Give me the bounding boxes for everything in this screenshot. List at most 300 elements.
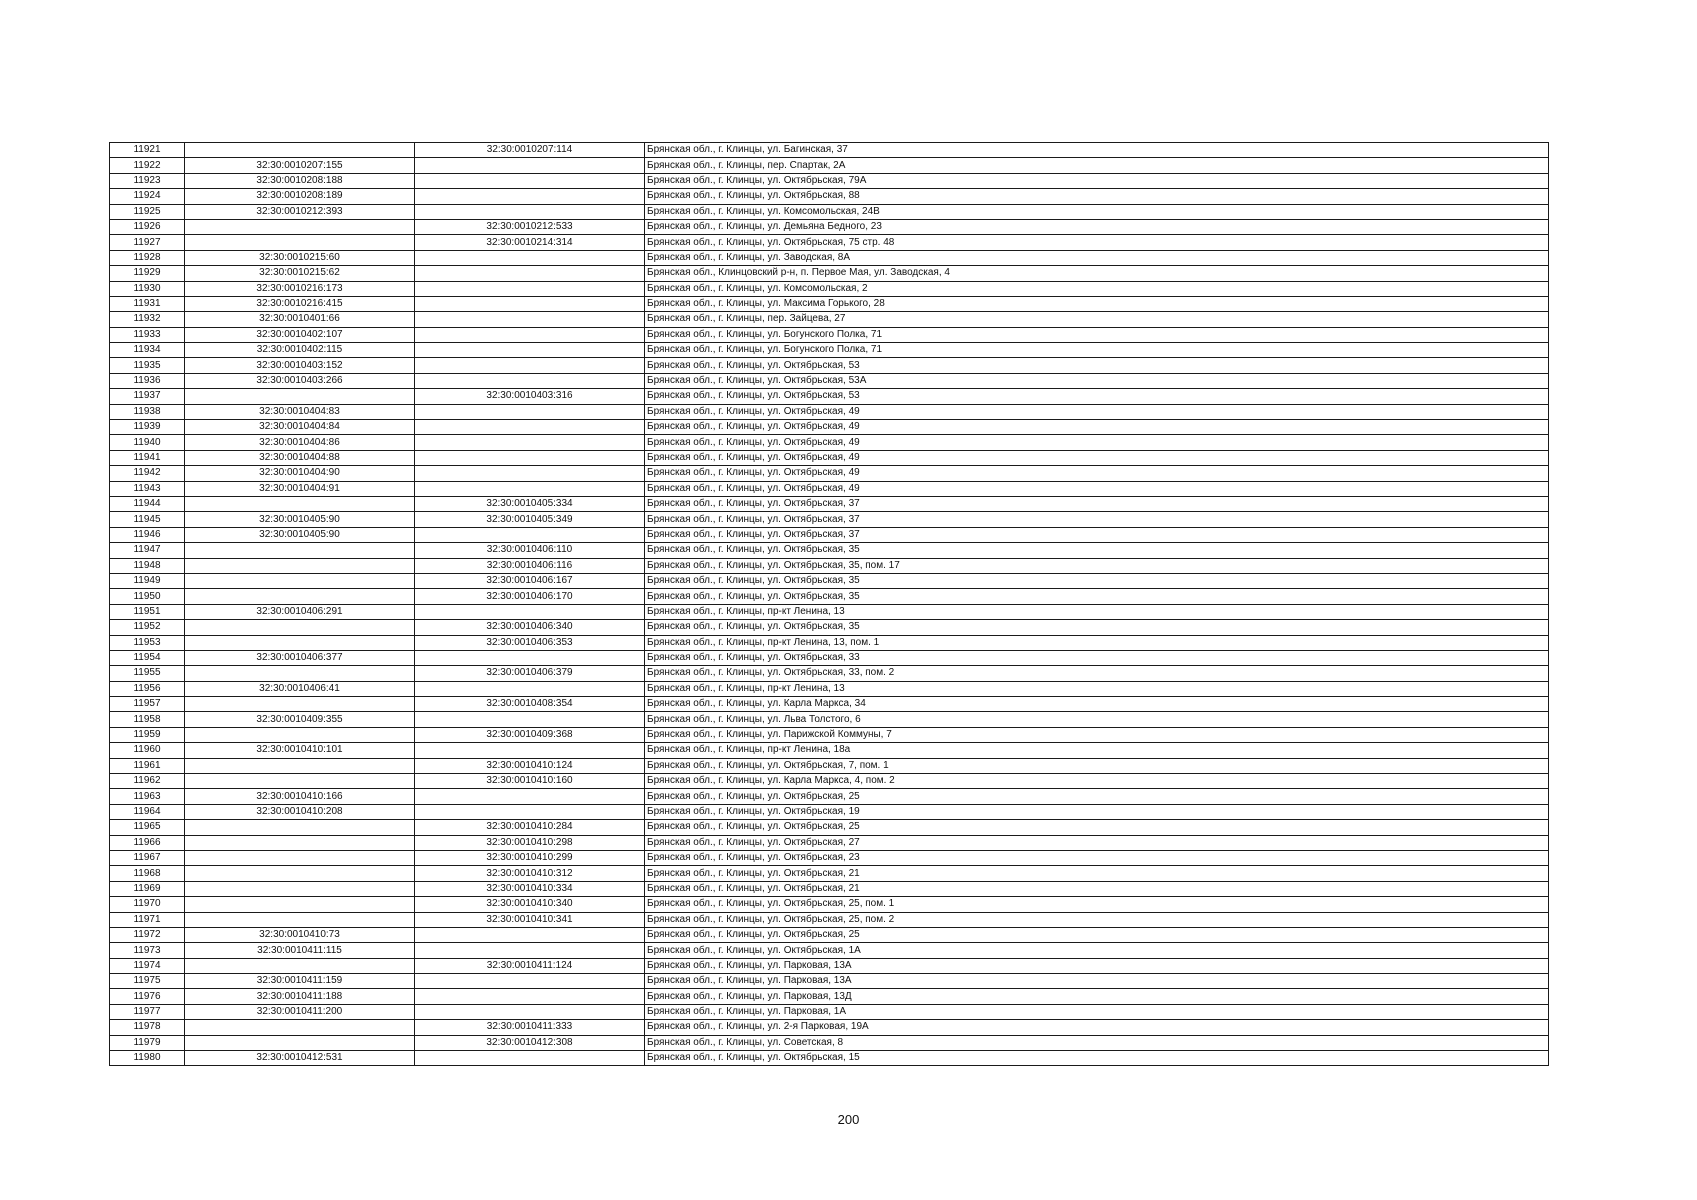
address-cell: Брянская обл., г. Клинцы, ул. Октябрьская, 49 <box>645 404 1549 419</box>
related-cadastral-number-cell <box>415 358 645 373</box>
cadastral-number-cell <box>185 496 415 511</box>
cadastral-number-cell <box>185 727 415 742</box>
row-number-cell: 11947 <box>110 543 185 558</box>
table-row <box>110 543 1549 558</box>
related-cadastral-number-cell <box>415 681 645 696</box>
row-number-cell: 11944 <box>110 496 185 511</box>
table-row <box>110 666 1549 681</box>
related-cadastral-number-cell <box>415 158 645 173</box>
address-cell: Брянская обл., г. Клинцы, ул. Октябрьская, 35 <box>645 620 1549 635</box>
related-cadastral-number-cell: 32:30:0010406:167 <box>415 573 645 588</box>
row-number-cell: 11972 <box>110 927 185 942</box>
table-row <box>110 481 1549 496</box>
address-cell: Брянская обл., г. Клинцы, ул. Октябрьская, 37 <box>645 496 1549 511</box>
address-cell: Брянская обл., г. Клинцы, ул. Октябрьская, 27 <box>645 835 1549 850</box>
cadastral-number-cell <box>185 881 415 896</box>
address-cell: Брянская обл., г. Клинцы, ул. Октябрьская, 35, пом. 17 <box>645 558 1549 573</box>
table-row <box>110 435 1549 450</box>
address-cell: Брянская обл., г. Клинцы, ул. Октябрьская, 25 <box>645 820 1549 835</box>
row-number-cell: 11954 <box>110 650 185 665</box>
address-cell: Брянская обл., г. Клинцы, ул. Октябрьская, 35 <box>645 573 1549 588</box>
address-cell: Брянская обл., г. Клинцы, ул. Советская, 8 <box>645 1035 1549 1050</box>
address-cell: Брянская обл., г. Клинцы, ул. Октябрьская, 53А <box>645 373 1549 388</box>
related-cadastral-number-cell <box>415 266 645 281</box>
table-row <box>110 281 1549 296</box>
cadastral-number-cell: 32:30:0010411:188 <box>185 989 415 1004</box>
cadastral-number-cell: 32:30:0010404:90 <box>185 466 415 481</box>
related-cadastral-number-cell <box>415 281 645 296</box>
address-cell: Брянская обл., г. Клинцы, ул. Комсомольская, 2 <box>645 281 1549 296</box>
table-row <box>110 804 1549 819</box>
cadastral-number-cell <box>185 866 415 881</box>
related-cadastral-number-cell: 32:30:0010410:298 <box>415 835 645 850</box>
cadastral-number-cell: 32:30:0010412:531 <box>185 1051 415 1066</box>
cadastral-number-cell <box>185 143 415 158</box>
related-cadastral-number-cell <box>415 466 645 481</box>
related-cadastral-number-cell: 32:30:0010207:114 <box>415 143 645 158</box>
row-number-cell: 11931 <box>110 296 185 311</box>
address-cell: Брянская обл., г. Клинцы, ул. Парковая, 1А <box>645 1004 1549 1019</box>
table-row <box>110 589 1549 604</box>
address-cell: Брянская обл., г. Клинцы, ул. Октябрьская, 35 <box>645 589 1549 604</box>
row-number-cell: 11940 <box>110 435 185 450</box>
address-cell: Брянская обл., г. Клинцы, ул. Октябрьская, 21 <box>645 866 1549 881</box>
table-row <box>110 927 1549 942</box>
table-row <box>110 650 1549 665</box>
related-cadastral-number-cell <box>415 927 645 942</box>
table-row <box>110 312 1549 327</box>
cadastral-number-cell <box>185 235 415 250</box>
cadastral-number-cell <box>185 1035 415 1050</box>
cadastral-number-cell: 32:30:0010410:73 <box>185 927 415 942</box>
related-cadastral-number-cell: 32:30:0010409:368 <box>415 727 645 742</box>
row-number-cell: 11926 <box>110 219 185 234</box>
table-row <box>110 235 1549 250</box>
table-row <box>110 881 1549 896</box>
row-number-cell: 11966 <box>110 835 185 850</box>
cadastral-number-cell: 32:30:0010406:41 <box>185 681 415 696</box>
related-cadastral-number-cell <box>415 204 645 219</box>
table-row <box>110 912 1549 927</box>
cadastral-number-cell <box>185 912 415 927</box>
related-cadastral-number-cell: 32:30:0010410:124 <box>415 758 645 773</box>
row-number-cell: 11955 <box>110 666 185 681</box>
cadastral-number-cell: 32:30:0010411:115 <box>185 943 415 958</box>
related-cadastral-number-cell <box>415 743 645 758</box>
cadastral-number-cell: 32:30:0010404:84 <box>185 420 415 435</box>
table-row <box>110 373 1549 388</box>
table-row <box>110 327 1549 342</box>
cadastral-number-cell: 32:30:0010404:83 <box>185 404 415 419</box>
address-cell: Брянская обл., г. Клинцы, ул. Октябрьская, 25, пом. 2 <box>645 912 1549 927</box>
address-cell: Брянская обл., г. Клинцы, ул. Заводская, 8А <box>645 250 1549 265</box>
address-cell: Брянская обл., г. Клинцы, ул. Октябрьская, 23 <box>645 850 1549 865</box>
registry-table <box>109 142 1549 1066</box>
row-number-cell: 11952 <box>110 620 185 635</box>
address-cell: Брянская обл., г. Клинцы, ул. Октябрьская, 35 <box>645 543 1549 558</box>
address-cell: Брянская обл., г. Клинцы, пр-кт Ленина, 13 <box>645 604 1549 619</box>
cadastral-number-cell: 32:30:0010401:66 <box>185 312 415 327</box>
row-number-cell: 11929 <box>110 266 185 281</box>
related-cadastral-number-cell <box>415 435 645 450</box>
row-number-cell: 11949 <box>110 573 185 588</box>
row-number-cell: 11965 <box>110 820 185 835</box>
address-cell: Брянская обл., г. Клинцы, ул. Октябрьская, 75 стр. 48 <box>645 235 1549 250</box>
related-cadastral-number-cell: 32:30:0010411:124 <box>415 958 645 973</box>
table-row <box>110 681 1549 696</box>
related-cadastral-number-cell <box>415 989 645 1004</box>
related-cadastral-number-cell <box>415 250 645 265</box>
table-row <box>110 620 1549 635</box>
row-number-cell: 11950 <box>110 589 185 604</box>
row-number-cell: 11951 <box>110 604 185 619</box>
cadastral-number-cell: 32:30:0010207:155 <box>185 158 415 173</box>
cadastral-number-cell <box>185 635 415 650</box>
related-cadastral-number-cell: 32:30:0010411:333 <box>415 1020 645 1035</box>
table-row <box>110 635 1549 650</box>
table-row <box>110 189 1549 204</box>
address-cell: Брянская обл., г. Клинцы, пер. Зайцева, 27 <box>645 312 1549 327</box>
address-cell: Брянская обл., г. Клинцы, ул. Парковая, 13А <box>645 958 1549 973</box>
address-cell: Брянская обл., г. Клинцы, пер. Спартак, 2А <box>645 158 1549 173</box>
address-cell: Брянская обл., г. Клинцы, пр-кт Ленина, 13, пом. 1 <box>645 635 1549 650</box>
address-cell: Брянская обл., г. Клинцы, ул. Октябрьская, 21 <box>645 881 1549 896</box>
row-number-cell: 11971 <box>110 912 185 927</box>
cadastral-number-cell: 32:30:0010212:393 <box>185 204 415 219</box>
cadastral-number-cell <box>185 620 415 635</box>
cadastral-number-cell <box>185 589 415 604</box>
address-cell: Брянская обл., г. Клинцы, ул. Октябрьская, 25 <box>645 789 1549 804</box>
row-number-cell: 11956 <box>110 681 185 696</box>
related-cadastral-number-cell <box>415 296 645 311</box>
related-cadastral-number-cell <box>415 327 645 342</box>
cadastral-number-cell <box>185 543 415 558</box>
table-row <box>110 758 1549 773</box>
table-row <box>110 219 1549 234</box>
row-number-cell: 11939 <box>110 420 185 435</box>
row-number-cell: 11967 <box>110 850 185 865</box>
related-cadastral-number-cell <box>415 450 645 465</box>
cadastral-number-cell <box>185 666 415 681</box>
table-row <box>110 1004 1549 1019</box>
address-cell: Брянская обл., г. Клинцы, ул. Октябрьская, 1А <box>645 943 1549 958</box>
table-row <box>110 743 1549 758</box>
related-cadastral-number-cell <box>415 173 645 188</box>
related-cadastral-number-cell <box>415 650 645 665</box>
table-row <box>110 358 1549 373</box>
cadastral-number-cell <box>185 558 415 573</box>
table-row <box>110 850 1549 865</box>
table-row <box>110 204 1549 219</box>
address-cell: Брянская обл., г. Клинцы, ул. Октябрьская, 33 <box>645 650 1549 665</box>
row-number-cell: 11953 <box>110 635 185 650</box>
row-number-cell: 11938 <box>110 404 185 419</box>
address-cell: Брянская обл., г. Клинцы, ул. Октябрьская, 49 <box>645 450 1549 465</box>
table-row <box>110 158 1549 173</box>
table-row <box>110 958 1549 973</box>
related-cadastral-number-cell: 32:30:0010406:170 <box>415 589 645 604</box>
row-number-cell: 11978 <box>110 1020 185 1035</box>
address-cell: Брянская обл., г. Клинцы, пр-кт Ленина, 18а <box>645 743 1549 758</box>
address-cell: Брянская обл., г. Клинцы, ул. Октябрьская, 37 <box>645 512 1549 527</box>
table-row <box>110 974 1549 989</box>
related-cadastral-number-cell <box>415 1004 645 1019</box>
address-cell: Брянская обл., г. Клинцы, ул. Октябрьская, 49 <box>645 481 1549 496</box>
table-row <box>110 866 1549 881</box>
table-row <box>110 450 1549 465</box>
related-cadastral-number-cell <box>415 604 645 619</box>
address-cell: Брянская обл., г. Клинцы, ул. Богунского Полка, 71 <box>645 343 1549 358</box>
cadastral-number-cell <box>185 774 415 789</box>
address-cell: Брянская обл., г. Клинцы, ул. Комсомольская, 24В <box>645 204 1549 219</box>
address-cell: Брянская обл., г. Клинцы, ул. Карла Маркса, 4, пом. 2 <box>645 774 1549 789</box>
related-cadastral-number-cell: 32:30:0010406:340 <box>415 620 645 635</box>
cadastral-number-cell: 32:30:0010404:88 <box>185 450 415 465</box>
table-row <box>110 527 1549 542</box>
address-cell: Брянская обл., г. Клинцы, ул. Октябрьская, 7, пом. 1 <box>645 758 1549 773</box>
cadastral-number-cell: 32:30:0010402:107 <box>185 327 415 342</box>
table-row <box>110 774 1549 789</box>
related-cadastral-number-cell: 32:30:0010406:379 <box>415 666 645 681</box>
cadastral-number-cell: 32:30:0010406:291 <box>185 604 415 619</box>
related-cadastral-number-cell: 32:30:0010410:334 <box>415 881 645 896</box>
row-number-cell: 11974 <box>110 958 185 973</box>
cadastral-number-cell: 32:30:0010406:377 <box>185 650 415 665</box>
row-number-cell: 11959 <box>110 727 185 742</box>
row-number-cell: 11922 <box>110 158 185 173</box>
row-number-cell: 11968 <box>110 866 185 881</box>
row-number-cell: 11943 <box>110 481 185 496</box>
related-cadastral-number-cell: 32:30:0010408:354 <box>415 697 645 712</box>
table-row <box>110 404 1549 419</box>
cadastral-number-cell: 32:30:0010409:355 <box>185 712 415 727</box>
cadastral-number-cell: 32:30:0010404:91 <box>185 481 415 496</box>
address-cell: Брянская обл., Клинцовский р-н, п. Первое Мая, ул. Заводская, 4 <box>645 266 1549 281</box>
cadastral-number-cell: 32:30:0010403:266 <box>185 373 415 388</box>
cadastral-number-cell <box>185 820 415 835</box>
cadastral-number-cell: 32:30:0010215:60 <box>185 250 415 265</box>
table-row <box>110 512 1549 527</box>
table-row <box>110 389 1549 404</box>
related-cadastral-number-cell: 32:30:0010410:299 <box>415 850 645 865</box>
address-cell: Брянская обл., г. Клинцы, ул. Октябрьская, 88 <box>645 189 1549 204</box>
related-cadastral-number-cell <box>415 943 645 958</box>
row-number-cell: 11946 <box>110 527 185 542</box>
cadastral-number-cell: 32:30:0010216:173 <box>185 281 415 296</box>
table-row <box>110 496 1549 511</box>
row-number-cell: 11970 <box>110 897 185 912</box>
cadastral-number-cell <box>185 1020 415 1035</box>
row-number-cell: 11962 <box>110 774 185 789</box>
row-number-cell: 11933 <box>110 327 185 342</box>
table-row <box>110 820 1549 835</box>
cadastral-number-cell: 32:30:0010411:200 <box>185 1004 415 1019</box>
cadastral-number-cell: 32:30:0010411:159 <box>185 974 415 989</box>
related-cadastral-number-cell: 32:30:0010410:340 <box>415 897 645 912</box>
address-cell: Брянская обл., г. Клинцы, ул. Октябрьская, 53 <box>645 389 1549 404</box>
cadastral-number-cell: 32:30:0010405:90 <box>185 527 415 542</box>
row-number-cell: 11924 <box>110 189 185 204</box>
address-cell: Брянская обл., г. Клинцы, ул. Октябрьская, 37 <box>645 527 1549 542</box>
table-row <box>110 943 1549 958</box>
related-cadastral-number-cell <box>415 373 645 388</box>
cadastral-number-cell: 32:30:0010410:101 <box>185 743 415 758</box>
related-cadastral-number-cell: 32:30:0010406:353 <box>415 635 645 650</box>
table-row <box>110 789 1549 804</box>
row-number-cell: 11921 <box>110 143 185 158</box>
related-cadastral-number-cell <box>415 527 645 542</box>
related-cadastral-number-cell: 32:30:0010214:314 <box>415 235 645 250</box>
table-row <box>110 573 1549 588</box>
address-cell: Брянская обл., г. Клинцы, ул. Октябрьская, 49 <box>645 420 1549 435</box>
address-cell: Брянская обл., г. Клинцы, ул. Багинская, 37 <box>645 143 1549 158</box>
cadastral-number-cell <box>185 958 415 973</box>
row-number-cell: 11973 <box>110 943 185 958</box>
related-cadastral-number-cell: 32:30:0010406:110 <box>415 543 645 558</box>
related-cadastral-number-cell: 32:30:0010406:116 <box>415 558 645 573</box>
row-number-cell: 11980 <box>110 1051 185 1066</box>
table-row <box>110 420 1549 435</box>
related-cadastral-number-cell: 32:30:0010410:160 <box>415 774 645 789</box>
address-cell: Брянская обл., г. Клинцы, ул. Октябрьская, 19 <box>645 804 1549 819</box>
related-cadastral-number-cell <box>415 404 645 419</box>
row-number-cell: 11964 <box>110 804 185 819</box>
address-cell: Брянская обл., г. Клинцы, ул. Парковая, 13Д <box>645 989 1549 1004</box>
row-number-cell: 11948 <box>110 558 185 573</box>
related-cadastral-number-cell <box>415 974 645 989</box>
address-cell: Брянская обл., г. Клинцы, ул. Октябрьская, 49 <box>645 435 1549 450</box>
row-number-cell: 11935 <box>110 358 185 373</box>
related-cadastral-number-cell <box>415 189 645 204</box>
row-number-cell: 11925 <box>110 204 185 219</box>
row-number-cell: 11932 <box>110 312 185 327</box>
address-cell: Брянская обл., г. Клинцы, пр-кт Ленина, 13 <box>645 681 1549 696</box>
address-cell: Брянская обл., г. Клинцы, ул. Октябрьская, 25 <box>645 927 1549 942</box>
cadastral-number-cell <box>185 835 415 850</box>
row-number-cell: 11960 <box>110 743 185 758</box>
row-number-cell: 11957 <box>110 697 185 712</box>
related-cadastral-number-cell <box>415 312 645 327</box>
row-number-cell: 11934 <box>110 343 185 358</box>
address-cell: Брянская обл., г. Клинцы, ул. Октябрьская, 49 <box>645 466 1549 481</box>
cadastral-number-cell <box>185 897 415 912</box>
related-cadastral-number-cell: 32:30:0010410:312 <box>415 866 645 881</box>
cadastral-number-cell: 32:30:0010410:208 <box>185 804 415 819</box>
cadastral-number-cell <box>185 850 415 865</box>
row-number-cell: 11927 <box>110 235 185 250</box>
table-row <box>110 466 1549 481</box>
cadastral-number-cell: 32:30:0010402:115 <box>185 343 415 358</box>
table-row <box>110 897 1549 912</box>
row-number-cell: 11969 <box>110 881 185 896</box>
row-number-cell: 11975 <box>110 974 185 989</box>
row-number-cell: 11923 <box>110 173 185 188</box>
cadastral-number-cell: 32:30:0010405:90 <box>185 512 415 527</box>
address-cell: Брянская обл., г. Клинцы, ул. Парижской Коммуны, 7 <box>645 727 1549 742</box>
cadastral-number-cell <box>185 573 415 588</box>
address-cell: Брянская обл., г. Клинцы, ул. Октябрьская, 15 <box>645 1051 1549 1066</box>
related-cadastral-number-cell: 32:30:0010212:533 <box>415 219 645 234</box>
cadastral-number-cell <box>185 758 415 773</box>
cadastral-number-cell <box>185 697 415 712</box>
row-number-cell: 11937 <box>110 389 185 404</box>
row-number-cell: 11930 <box>110 281 185 296</box>
address-cell: Брянская обл., г. Клинцы, ул. Карла Маркса, 34 <box>645 697 1549 712</box>
table-row <box>110 173 1549 188</box>
row-number-cell: 11941 <box>110 450 185 465</box>
cadastral-number-cell <box>185 389 415 404</box>
row-number-cell: 11958 <box>110 712 185 727</box>
table-row <box>110 727 1549 742</box>
table-row <box>110 143 1549 158</box>
row-number-cell: 11976 <box>110 989 185 1004</box>
related-cadastral-number-cell <box>415 804 645 819</box>
related-cadastral-number-cell: 32:30:0010410:284 <box>415 820 645 835</box>
related-cadastral-number-cell <box>415 789 645 804</box>
table-row <box>110 1035 1549 1050</box>
cadastral-number-cell: 32:30:0010215:62 <box>185 266 415 281</box>
table-row <box>110 712 1549 727</box>
table-row <box>110 266 1549 281</box>
table-row <box>110 558 1549 573</box>
address-cell: Брянская обл., г. Клинцы, ул. Максима Горького, 28 <box>645 296 1549 311</box>
address-cell: Брянская обл., г. Клинцы, ул. Октябрьская, 53 <box>645 358 1549 373</box>
cadastral-number-cell: 32:30:0010208:188 <box>185 173 415 188</box>
table-row <box>110 296 1549 311</box>
related-cadastral-number-cell <box>415 343 645 358</box>
related-cadastral-number-cell <box>415 712 645 727</box>
row-number-cell: 11963 <box>110 789 185 804</box>
row-number-cell: 11979 <box>110 1035 185 1050</box>
row-number-cell: 11945 <box>110 512 185 527</box>
address-cell: Брянская обл., г. Клинцы, ул. Октябрьская, 25, пом. 1 <box>645 897 1549 912</box>
cadastral-number-cell: 32:30:0010404:86 <box>185 435 415 450</box>
related-cadastral-number-cell: 32:30:0010403:316 <box>415 389 645 404</box>
table-row <box>110 250 1549 265</box>
row-number-cell: 11977 <box>110 1004 185 1019</box>
related-cadastral-number-cell: 32:30:0010410:341 <box>415 912 645 927</box>
table-row <box>110 989 1549 1004</box>
table-row <box>110 604 1549 619</box>
address-cell: Брянская обл., г. Клинцы, ул. Демьяна Бедного, 23 <box>645 219 1549 234</box>
related-cadastral-number-cell <box>415 420 645 435</box>
address-cell: Брянская обл., г. Клинцы, ул. 2-я Парковая, 19А <box>645 1020 1549 1035</box>
cadastral-number-cell: 32:30:0010216:415 <box>185 296 415 311</box>
row-number-cell: 11961 <box>110 758 185 773</box>
address-cell: Брянская обл., г. Клинцы, ул. Льва Толстого, 6 <box>645 712 1549 727</box>
table-row <box>110 343 1549 358</box>
address-cell: Брянская обл., г. Клинцы, ул. Октябрьская, 33, пом. 2 <box>645 666 1549 681</box>
table-row <box>110 1020 1549 1035</box>
related-cadastral-number-cell <box>415 481 645 496</box>
registry-table-body <box>110 143 1549 1066</box>
address-cell: Брянская обл., г. Клинцы, ул. Парковая, 13А <box>645 974 1549 989</box>
cadastral-number-cell <box>185 219 415 234</box>
cadastral-number-cell: 32:30:0010410:166 <box>185 789 415 804</box>
table-row <box>110 697 1549 712</box>
row-number-cell: 11928 <box>110 250 185 265</box>
related-cadastral-number-cell: 32:30:0010405:334 <box>415 496 645 511</box>
related-cadastral-number-cell: 32:30:0010405:349 <box>415 512 645 527</box>
cadastral-number-cell: 32:30:0010208:189 <box>185 189 415 204</box>
address-cell: Брянская обл., г. Клинцы, ул. Октябрьская, 79А <box>645 173 1549 188</box>
related-cadastral-number-cell: 32:30:0010412:308 <box>415 1035 645 1050</box>
table-row <box>110 1051 1549 1066</box>
related-cadastral-number-cell <box>415 1051 645 1066</box>
table-row <box>110 835 1549 850</box>
row-number-cell: 11936 <box>110 373 185 388</box>
page-number: 200 <box>837 1112 860 1127</box>
